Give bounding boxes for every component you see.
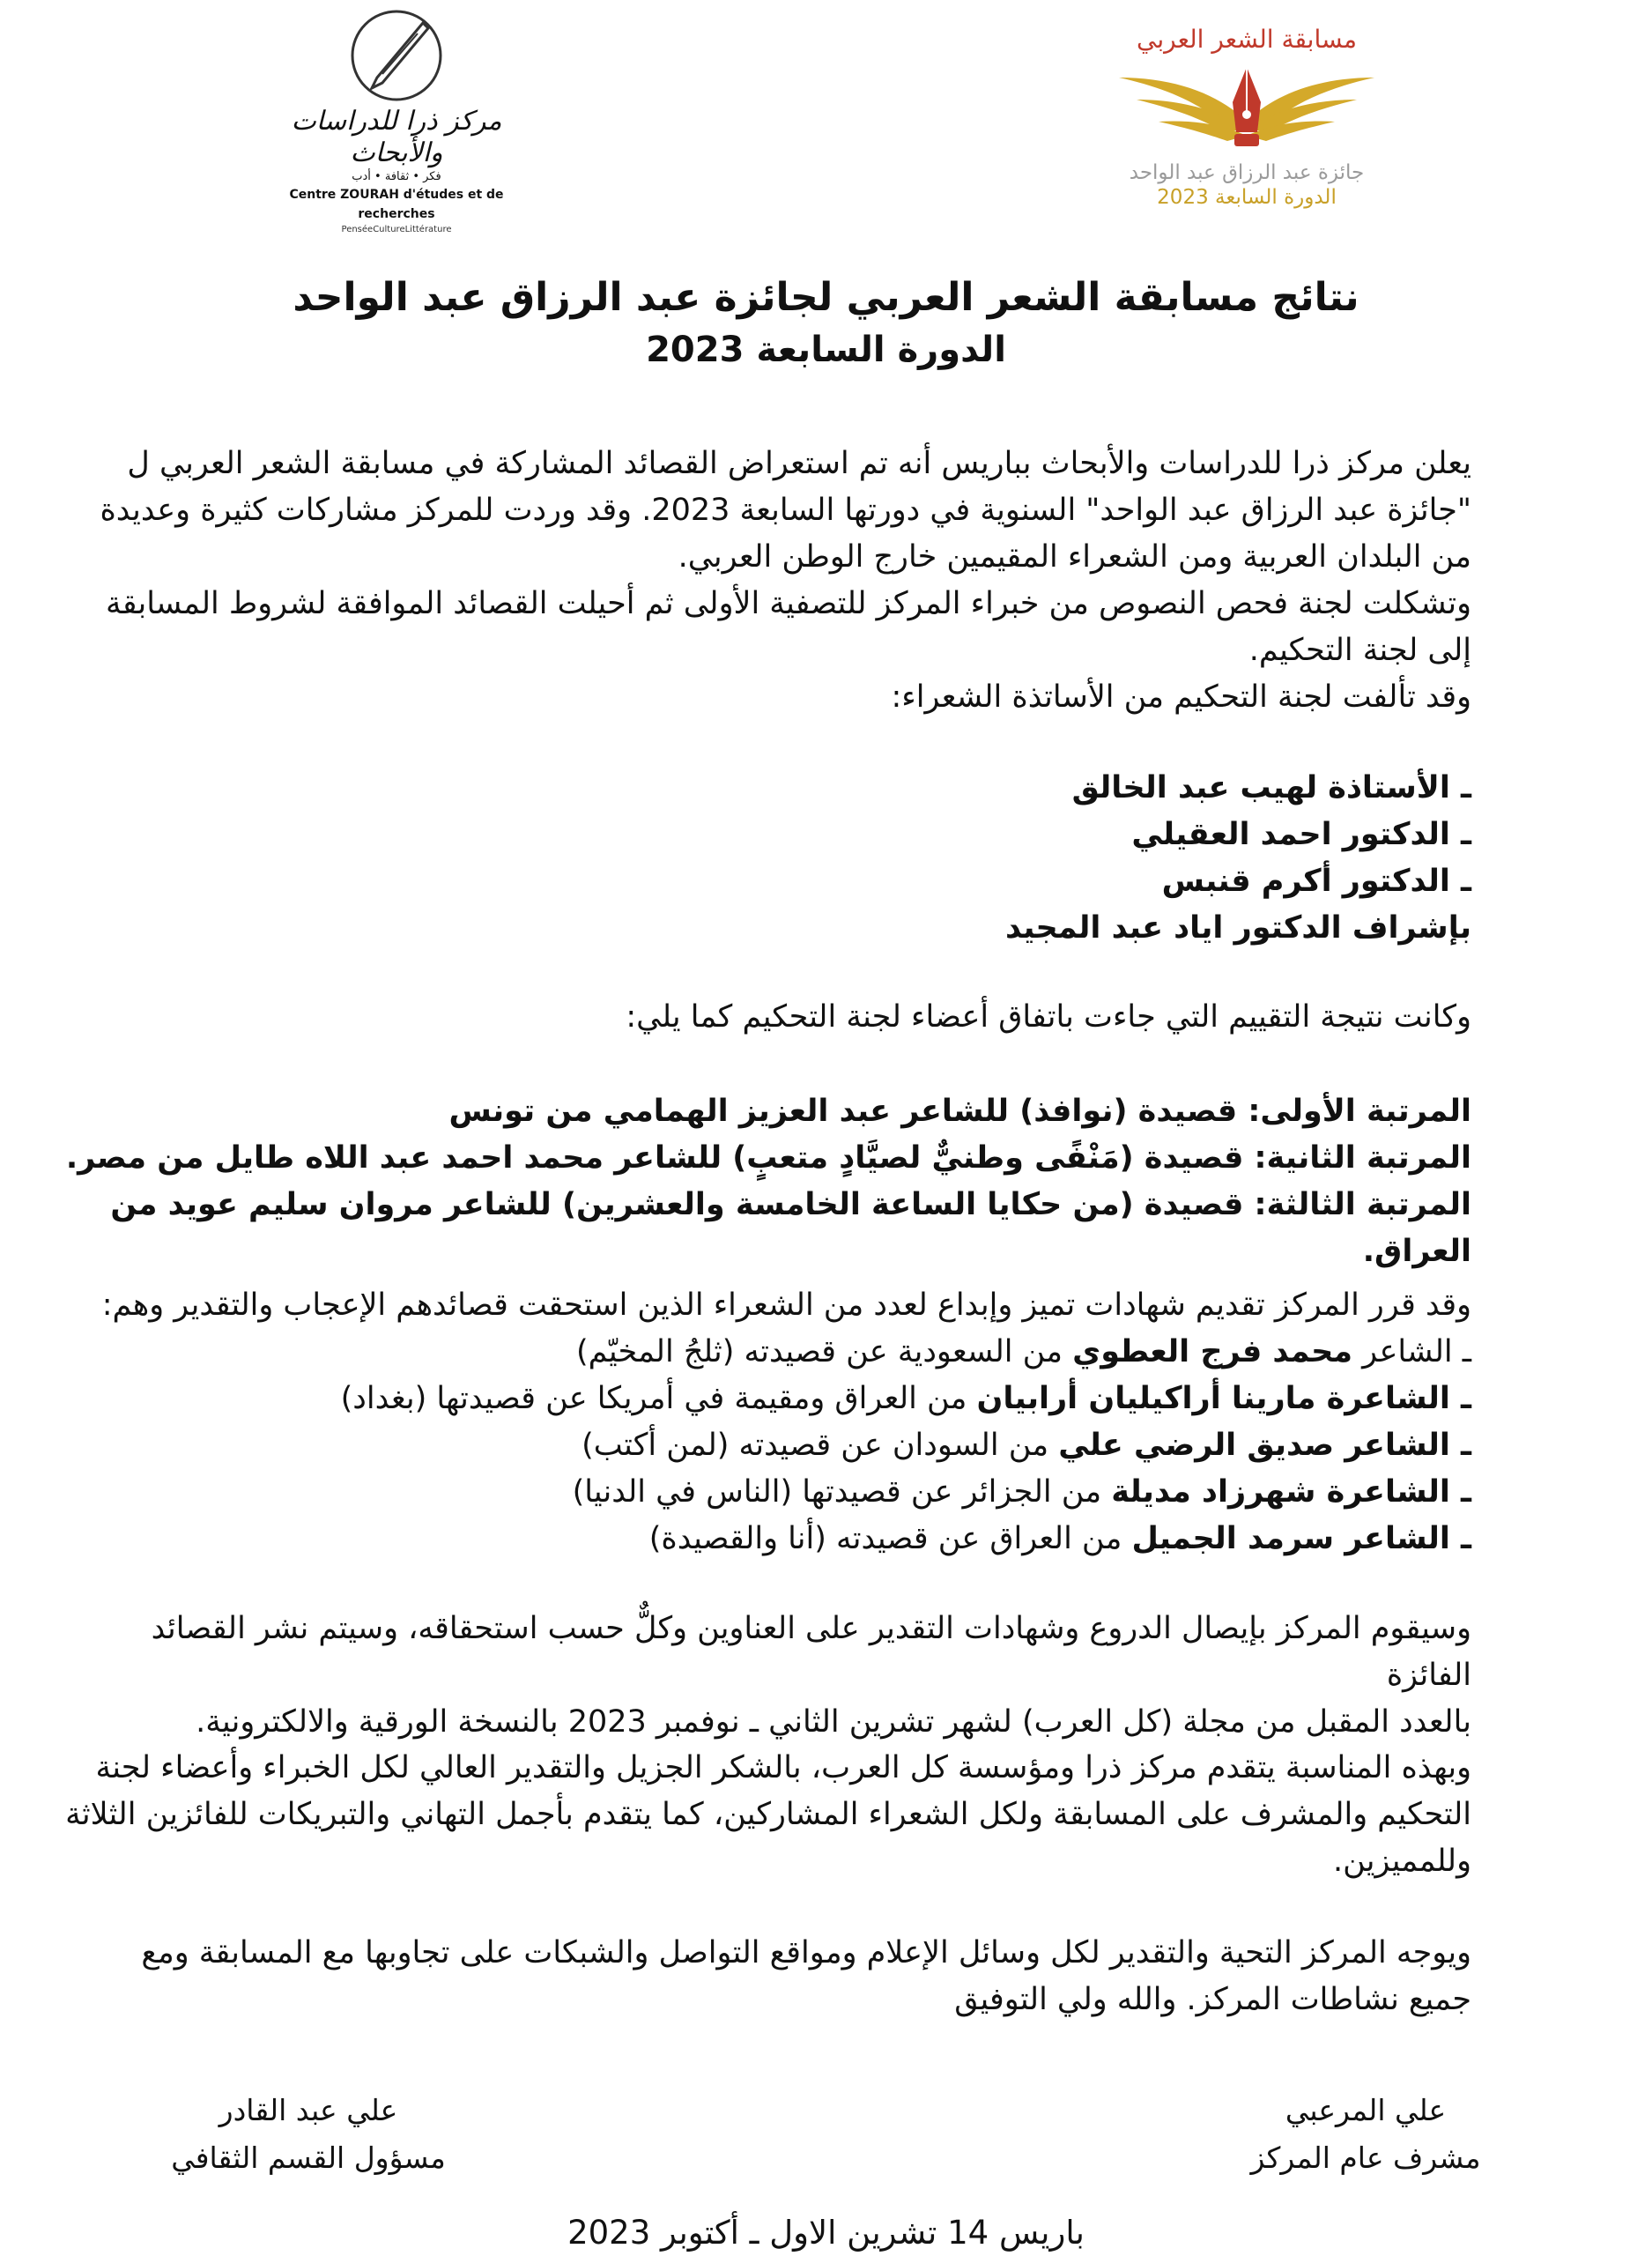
- intro-line: يعلن مركز ذرا للدراسات والأبحاث بباريس أنه تم استعراض القصائد المشاركة في مسابقة الشعر العربي ل: [127, 446, 1471, 481]
- certificates-intro: وقد قرر المركز تقديم شهادات تميز وإبداع لعدد من الشعراء الذين استحقت قصائدهم الإعجاب والتقدير وهم:: [101, 1288, 1471, 1323]
- center-logo: [256, 7, 537, 234]
- result-first-place: المرتبة الأولى: قصيدة (نوافذ) للشاعر عبد العزيز الهمامي من تونس: [448, 1094, 1471, 1129]
- signature-role: مشرف عام المركز: [1250, 2141, 1481, 2175]
- document-subtitle: الدورة السابعة 2023: [646, 330, 1006, 370]
- signature-name: علي عبد القادر: [219, 2093, 398, 2127]
- certificate-poet-name: مارينا أراكيليان أرابيان: [976, 1381, 1316, 1416]
- certificate-poet-name: صديق الرضي علي: [1058, 1428, 1335, 1463]
- certificate-item: [62, 1469, 1471, 1516]
- intro-line: وقد تألفت لجنة التحكيم من الأساتذة الشعراء:: [891, 679, 1471, 715]
- certificate-item: [62, 1422, 1471, 1469]
- jury-member: ـ الدكتور أكرم قنبس: [1161, 864, 1471, 899]
- certificate-poet-name: شهرزاد مديلة: [1111, 1474, 1316, 1510]
- certificates-list: [62, 1329, 1471, 1562]
- delivery-paragraph: [62, 1606, 1471, 1746]
- intro-line: من البلدان العربية ومن الشعراء المقيمين خارج الوطن العربي.: [678, 539, 1471, 575]
- certificate-prefix: ـ الشاعرة: [1315, 1381, 1471, 1416]
- result-second-place: المرتبة الثانية: قصيدة (مَنْفًى وطنيٌّ لصيَّادٍ متعبٍ) للشاعر محمد احمد عبد اللاه طايل من مصر.: [65, 1140, 1471, 1176]
- certificate-item: [62, 1376, 1471, 1422]
- delivery-line: بالعدد المقبل من مجلة (كل العرب) لشهر تشرين الثاني ـ نوفمبر 2023 بالنسخة الورقية والالكترونية.: [196, 1704, 1471, 1740]
- certificate-prefix: ـ الشاعر: [1334, 1521, 1471, 1556]
- certificate-details: من الجزائر عن قصيدتها (الناس في الدنيا): [572, 1474, 1112, 1510]
- intro-line: وتشكلت لجنة فحص النصوص من خبراء المركز للتصفية الأولى ثم أحيلت القصائد الموافقة لشروط المسابقة: [106, 586, 1471, 621]
- result-third-place: المرتبة الثالثة: قصيدة (من حكايا الساعة الخامسة والعشرين) للشاعر مروان سليم عويد من العراق.: [110, 1187, 1471, 1269]
- signature-name: علي المرعبي: [1285, 2093, 1447, 2127]
- certificate-prefix: ـ الشاعرة: [1315, 1474, 1471, 1510]
- certificate-item: [62, 1516, 1471, 1562]
- jury-member: ـ الدكتور احمد العقيلي: [1131, 817, 1471, 852]
- document-date: باريس 14 تشرين الاول ـ أكتوبر 2023: [567, 2214, 1085, 2252]
- intro-line: "جائزة عبد الرزاق عبد الواحد" السنوية في دورتها السابعة 2023. وقد وردت للمركز مشاركات كثيرة وعديدة: [100, 493, 1471, 528]
- certificate-prefix: ـ الشاعر: [1352, 1334, 1471, 1369]
- center-logo-arabic-name: مركز ذرا للدراسات والأبحاث: [291, 106, 502, 168]
- prize-logo-name: جائزة عبد الرزاق عبد الواحد: [1129, 161, 1365, 184]
- certificate-prefix: ـ الشاعر: [1334, 1428, 1471, 1463]
- jury-supervisor: بإشراف الدكتور اياد عبد المجيد: [1005, 910, 1471, 946]
- results-intro: وكانت نتيجة التقييم التي جاءت باتفاق أعضاء لجنة التحكيم كما يلي:: [626, 999, 1471, 1035]
- jury-list: [62, 765, 1471, 952]
- certificate-details: من العراق ومقيمة في أمريكا عن قصيدتها (بغداد): [340, 1381, 977, 1416]
- media-paragraph: [62, 1930, 1471, 2023]
- thanks-line: وبهذه المناسبة يتقدم مركز ذرا ومؤسسة كل العرب، بالشكر الجزيل والتقدير العالي لكل الخبراء وأعضاء لجنة: [95, 1750, 1471, 1785]
- document-title: نتائج مسابقة الشعر العربي لجائزة عبد الرزاق عبد الواحد: [293, 275, 1359, 320]
- certificate-details: من السودان عن قصيدته (لمن أكتب): [582, 1428, 1059, 1463]
- results-list: [62, 1088, 1471, 1269]
- jury-member: ـ الأستاذة لهيب عبد الخالق: [1071, 770, 1471, 805]
- signature-cultural-head: [159, 2087, 458, 2182]
- media-line: جميع نشاطات المركز. والله ولي التوفيق: [954, 1982, 1471, 2017]
- signature-general-supervisor: [1216, 2087, 1515, 2182]
- center-logo-french-slogan: PenséeCultureLittérature: [341, 225, 452, 234]
- winged-pen-nib-icon: [1115, 60, 1379, 157]
- certificate-details: من السعودية عن قصيدته (ثلجُ المخيّم): [575, 1334, 1073, 1369]
- thanks-line: التحكيم والمشرف على المسابقة ولكل الشعراء المشاركين، كما يتقدم بأجمل التهاني والتبريكات للفائزين الثلاثة: [65, 1797, 1471, 1832]
- intro-paragraph: [62, 441, 1471, 721]
- center-logo-arabic-slogan: فكر • ثقافة • أدب: [352, 170, 441, 183]
- prize-logo-edition: الدورة السابعة 2023: [1157, 186, 1337, 209]
- thanks-line: وللمميزين.: [1332, 1844, 1471, 1879]
- prize-logo-top-text: مسابقة الشعر العربي: [1137, 25, 1357, 54]
- certificate-poet-name: محمد فرج العطوي: [1072, 1334, 1353, 1369]
- media-line: ويوجه المركز التحية والتقدير لكل وسائل الإعلام ومواقع التواصل والشبكات على تجاوبها مع المسابقة ومع: [141, 1935, 1471, 1970]
- certificate-details: من العراق عن قصيدته (أنا والقصيدة): [648, 1521, 1132, 1556]
- certificate-poet-name: سرمد الجميل: [1131, 1521, 1335, 1556]
- signature-role: مسؤول القسم الثقافي: [171, 2141, 446, 2175]
- certificate-item: [62, 1329, 1471, 1376]
- center-logo-french-name: Centre ZOURAH d'études et de recherches: [289, 188, 504, 221]
- quill-pen-icon: [344, 7, 449, 104]
- delivery-line: وسيقوم المركز بإيصال الدروع وشهادات التقدير على العناوين وكلٌّ حسب استحقاقه، وسيتم نشر القصائد الفائزة: [151, 1611, 1471, 1693]
- thanks-paragraph: [62, 1745, 1471, 1885]
- prize-logo: [1106, 25, 1388, 245]
- intro-line: إلى لجنة التحكيم.: [1248, 633, 1471, 668]
